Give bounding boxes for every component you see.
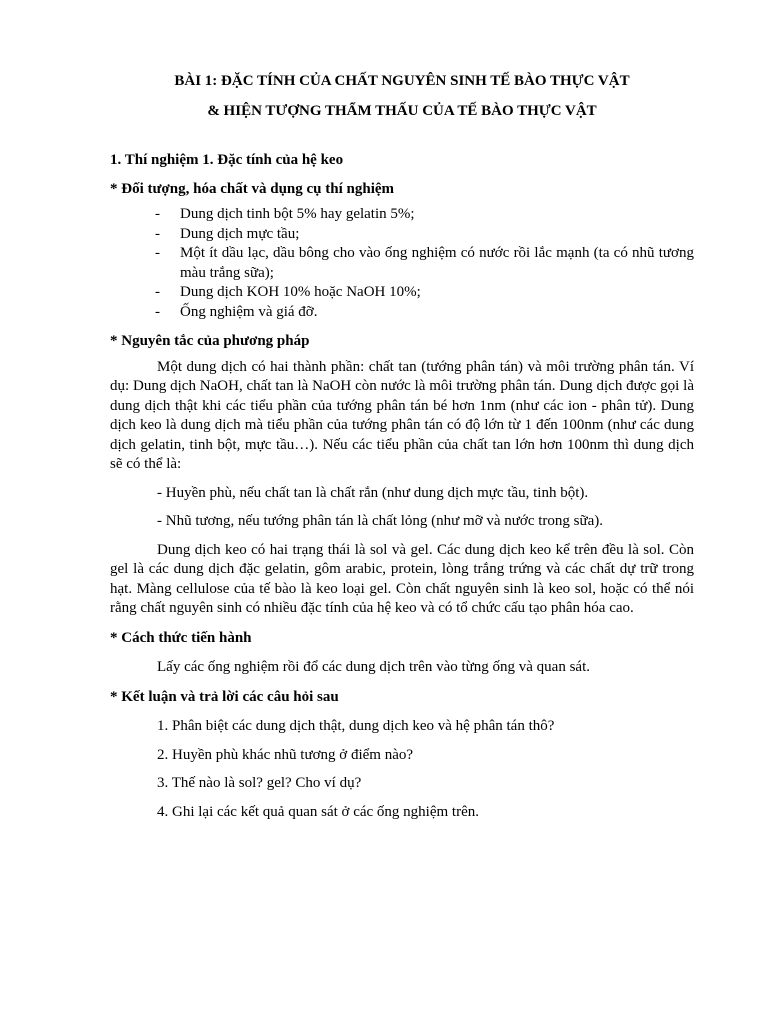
list-item xyxy=(110,283,694,303)
principle-case-suspension: - Huyền phù, nếu chất tan là chất rắn (như dung dịch mực tầu, tinh bột). xyxy=(157,484,589,501)
list-item-text: Dung dịch KOH 10% hoặc NaOH 10%; xyxy=(180,284,421,300)
list-item-text: Dung dịch mực tầu; xyxy=(180,225,300,242)
question-item: 1. Phân biệt các dung dịch thật, dung dịch keo và hệ phân tán thô? xyxy=(157,718,555,734)
principle-heading: * Nguyên tắc của phương pháp xyxy=(110,333,310,349)
list-item xyxy=(110,244,694,283)
title-line-2: & HIỆN TƯỢNG THẨM THẤU CỦA TẾ BÀO THỰC VẬT xyxy=(207,103,597,119)
procedure-text: Lấy các ống nghiệm rồi đổ các dung dịch trên vào từng ống và quan sát. xyxy=(157,659,591,675)
list-item-text: Dung dịch tinh bột 5% hay gelatin 5%; xyxy=(180,206,415,222)
materials-heading: * Đối tượng, hóa chất và dụng cụ thí nghiệm xyxy=(110,180,395,197)
conclusion-heading: * Kết luận và trả lời các câu hỏi sau xyxy=(110,688,339,705)
question-item: 3. Thế nào là sol? gel? Cho ví dụ? xyxy=(157,775,362,791)
list-item-text: Một ít dầu lạc, dầu bông cho vào ống nghiệm có nước rồi lắc mạnh (ta có nhũ tương màu trắng sữa); xyxy=(180,245,694,281)
list-item xyxy=(110,225,694,245)
principle-case-emulsion: - Nhũ tương, nếu tướng phân tán là chất lỏng (như mỡ và nước trong sữa). xyxy=(157,513,604,529)
list-item-text: Ống nghiệm và giá đỡ. xyxy=(180,303,318,320)
document-page xyxy=(110,66,694,822)
question-item: 2. Huyền phù khác nhũ tương ở điểm nào? xyxy=(157,746,414,763)
question-item: 4. Ghi lại các kết quả quan sát ở các ống nghiệm trên. xyxy=(157,803,479,820)
list-item xyxy=(110,303,694,323)
list-bullet: - xyxy=(155,225,160,242)
principle-paragraph-1: Một dung dịch có hai thành phần: chất tan (tướng phân tán) và môi trường phân tán. Ví dụ: Dung dịch NaOH, chất tan là NaOH còn nước là môi trường phân tán. Dung dịch được gọi là dung dịch thật khi các tiểu phần của tướng phân tán bé hơn 1nm (như các ion - phân tử). Dung dịch keo là dung dịch mà tiểu phần của tướng phân tán có độ lớn từ 1 đến 100nm (như các dung dịch gelatin, tinh bột, mực tầu…). Nếu các tiểu phần của chất tan lớn hơn 100nm thì dung dịch sẽ có thể là: xyxy=(110,358,694,472)
procedure-heading: * Cách thức tiến hành xyxy=(110,629,252,646)
list-bullet: - xyxy=(155,206,160,222)
list-bullet: - xyxy=(155,284,160,300)
list-bullet: - xyxy=(155,303,160,320)
materials-list xyxy=(110,205,694,322)
list-item xyxy=(110,205,694,225)
section-heading: 1. Thí nghiệm 1. Đặc tính của hệ keo xyxy=(110,152,344,168)
principle-paragraph-2: Dung dịch keo có hai trạng thái là sol và gel. Các dung dịch keo kể trên đều là sol. Còn gel là các dung dịch đặc gelatin, gôm arabic, protein, lòng trắng trứng và các chất dự trữ trong hạt. Màng cellulose của tế bào là keo loại gel. Còn chất nguyên sinh là keo sol, hoặc có thể nói rằng chất nguyên sinh có nhiều đặc tính của hệ keo và có tổ chức cấu tạo phân hóa cao. xyxy=(110,541,694,616)
title-line-1: BÀI 1: ĐẶC TÍNH CỦA CHẤT NGUYÊN SINH TẾ BÀO THỰC VẬT xyxy=(174,73,630,89)
list-bullet: - xyxy=(155,245,160,261)
